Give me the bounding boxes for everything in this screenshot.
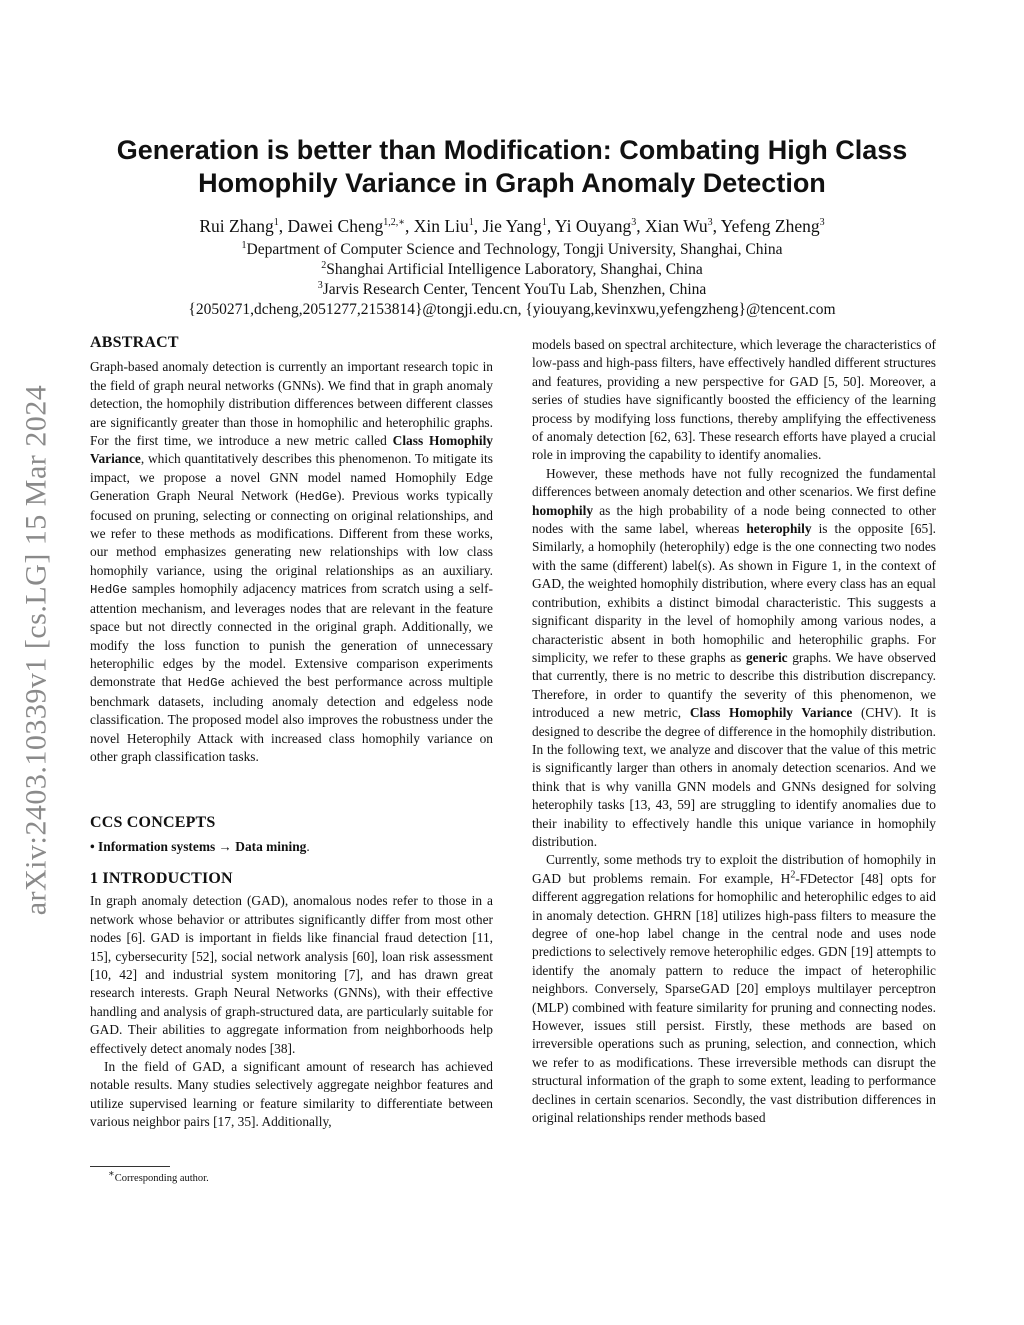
introduction-heading: 1 INTRODUCTION	[90, 870, 233, 887]
author: Yefeng Zheng$^3$	[720, 216, 825, 236]
body-paragraph: Currently, some methods try to exploit the distribution of homophily in GAD but problems remain. For example, $H^2$-FDetector [48] opts for different aggregation relations for homophilic and heterophilic edges to aid in anomaly detection. GHRN [18] utilizes high-pass filters to measure the degree of one-hop label change in the central node and uses node predictions to selectively remove heterophilic edges. GDN [19] attempts to identify the anomaly pattern to reduce the impact of heterophilic neighbors. Conversely, SparseGAD [20] employs multilayer perceptron (MLP) combined with feature similarity for pruning and connecting nodes. However, issues still persist. Firstly, these methods are based on irreversible operations such as pruning, selection, and connection, which we refer to as modifications. These irreversible methods can disrupt the structural information of the graph to some extent, leading to performance declines in certain scenarios. Secondly, the vast distribution differences in original relationships render methods based	[532, 852, 937, 1126]
affiliation: $^1$Department of Computer Science and Technology, Tongji University, Shanghai, China	[241, 239, 783, 258]
footnote-rule	[90, 1166, 170, 1167]
introduction-section	[90, 870, 493, 1132]
title-line-2: Homophily Variance in Graph Anomaly Detection	[198, 168, 826, 198]
abstract-text: Graph-based anomaly detection is currently an important research topic in the field of graph neural networks (GNNs). We find that in graph anomaly detection, the homophily distribution differences between different classes are significantly greater than those in homophilic and heterophilic graphs. For the first time, we introduce a new metric called Class Homophily Variance, which quantitatively describes this phenomenon. To mitigate its impact, we propose a novel GNN model named Homophily Edge Generation Graph Neural Network (HedGe). Previous works typically focused on pruning, selecting or connecting on original relationships, and we refer to these methods as modifications. Different from these works, our method emphasizes generating new relationships with low class homophily variance, using the original relationships as an auxiliary. HedGe samples homophily adjacency matrices from scratch using a self-attention mechanism, and leverages nodes that are relevant in the feature space but not directly connected in the original graph. Additionally, we modify the loss function to punish the generation of unnecessary heterophilic edges by the model. Extensive comparison experiments demonstrate that HedGe achieved the best performance across multiple benchmark datasets, including anomaly detection and edgeless node classification. The proposed model also improves the robustness under the novel Heterophily Attack with increased class homophily variance on other graph classification tasks.	[90, 359, 493, 764]
footnote: ∗Corresponding author.	[108, 1168, 209, 1184]
author: Yi Ouyang$^3$	[554, 216, 637, 236]
right-column	[532, 336, 936, 1127]
author: Rui Zhang$^1$	[199, 216, 279, 236]
affiliation: $^3$Jarvis Research Center, Tencent YouTu Lab, Shenzhen, China	[317, 279, 707, 298]
arxiv-sidebar	[14, 350, 58, 950]
author-emails: {2050271,dcheng,2051277,2153814}@tongji.edu.cn, {yiouyang,kevinxwu,yefengzheng}@tencent.com	[188, 301, 836, 318]
abstract-heading: ABSTRACT	[90, 334, 179, 351]
affiliation: $^2$Shanghai Artificial Intelligence Laboratory, Shanghai, China	[321, 259, 703, 278]
author-list: Rui Zhang$^1$, Dawei Cheng$^{1,2,∗}$, Xin Liu$^1$, Jie Yang$^1$, Yi Ouyang$^3$, Xian Wu$^3$, Yefeng Zheng$^3$	[199, 216, 825, 236]
arxiv-identifier: arXiv:2403.10339v1 [cs.LG] 15 Mar 2024	[19, 384, 52, 916]
ccs-section	[90, 814, 493, 857]
author: Xin Liu$^1$	[413, 216, 474, 236]
body-paragraph: models based on spectral architecture, which leverage the characteristics of low-pass and high-pass filters, have effectively handled different structures and features, providing a new perspective for GAD [5, 50]. Moreover, a series of studies have significantly boosted the efficiency of the learning process by modifying loss functions, thereby amplifying the effectiveness of anomaly detection [62, 63]. These research efforts have played a crucial role in improving the capability to identify anomalies.	[532, 337, 936, 463]
author: Jie Yang$^1$	[482, 216, 547, 236]
ccs-heading: CCS CONCEPTS	[90, 814, 216, 831]
intro-paragraph: In graph anomaly detection (GAD), anomalous nodes refer to those in a network whose behavior or attributes significantly differ from most other nodes [6]. GAD is important in fields like financial fraud detection [11, 15], cybersecurity [52], social network analysis [60], loan risk assessment [10, 42] and industrial system monitoring [7], and has drawn great research interests. Graph Neural Networks (GNNs), with their effective handling and analysis of graph-structured data, are particularly suitable for GAD. Their abilities to aggregate information from neighborhoods help effectively detect anomaly nodes [38].	[90, 893, 493, 1056]
paper-title	[80, 134, 944, 200]
author: Dawei Cheng$^{1,2,∗}$	[287, 216, 406, 236]
author: Xian Wu$^3$	[645, 216, 713, 236]
intro-paragraph: In the field of GAD, a significant amount of research has achieved notable results. Many studies selectively aggregate neighbor features and utilize supervised learning or feature similarity to differentiate between various neighbor pairs [17, 35]. Additionally,	[90, 1059, 493, 1130]
ccs-concepts: • Information systems → Data mining.	[90, 839, 310, 855]
abstract-section	[90, 334, 493, 766]
body-paragraph: However, these methods have not fully recognized the fundamental differences between anomaly detection and other scenarios. We first define homophily as the high probability of a node being connected to other nodes with the same label, whereas heterophily is the opposite [65]. Similarly, a homophily (heterophily) edge is the one connecting two nodes with the same (different) label(s). As shown in Figure 1, in the context of GAD, the weighted homophily distribution, where every class has an equal contribution, exhibits a distinct bimodal characteristic. This suggests a significant disparity in the level of homophily among various nodes, a characteristic absent in both homophilic and heterophilic graphs. For simplicity, we refer to these graphs as generic graphs. We have observed that currently, there is no metric to describe this distribution discrepancy. Therefore, in order to quantify the severity of this phenomenon, we introduced a new metric, Class Homophily Variance (CHV). It is designed to describe the degree of difference in the homophily distribution. In the following text, we analyze and discover that the value of this metric is significantly larger than others in anomaly detection scenarios. And we think that is why vanilla GNN models and GNNs designed for solving heterophily tasks [13, 43, 59] are struggling to identify anomalies due to their inability to effectively handle this unique variance in homophily distribution.	[532, 465, 936, 849]
title-line-1: Generation is better than Modification: Combating High Class	[116, 135, 908, 165]
